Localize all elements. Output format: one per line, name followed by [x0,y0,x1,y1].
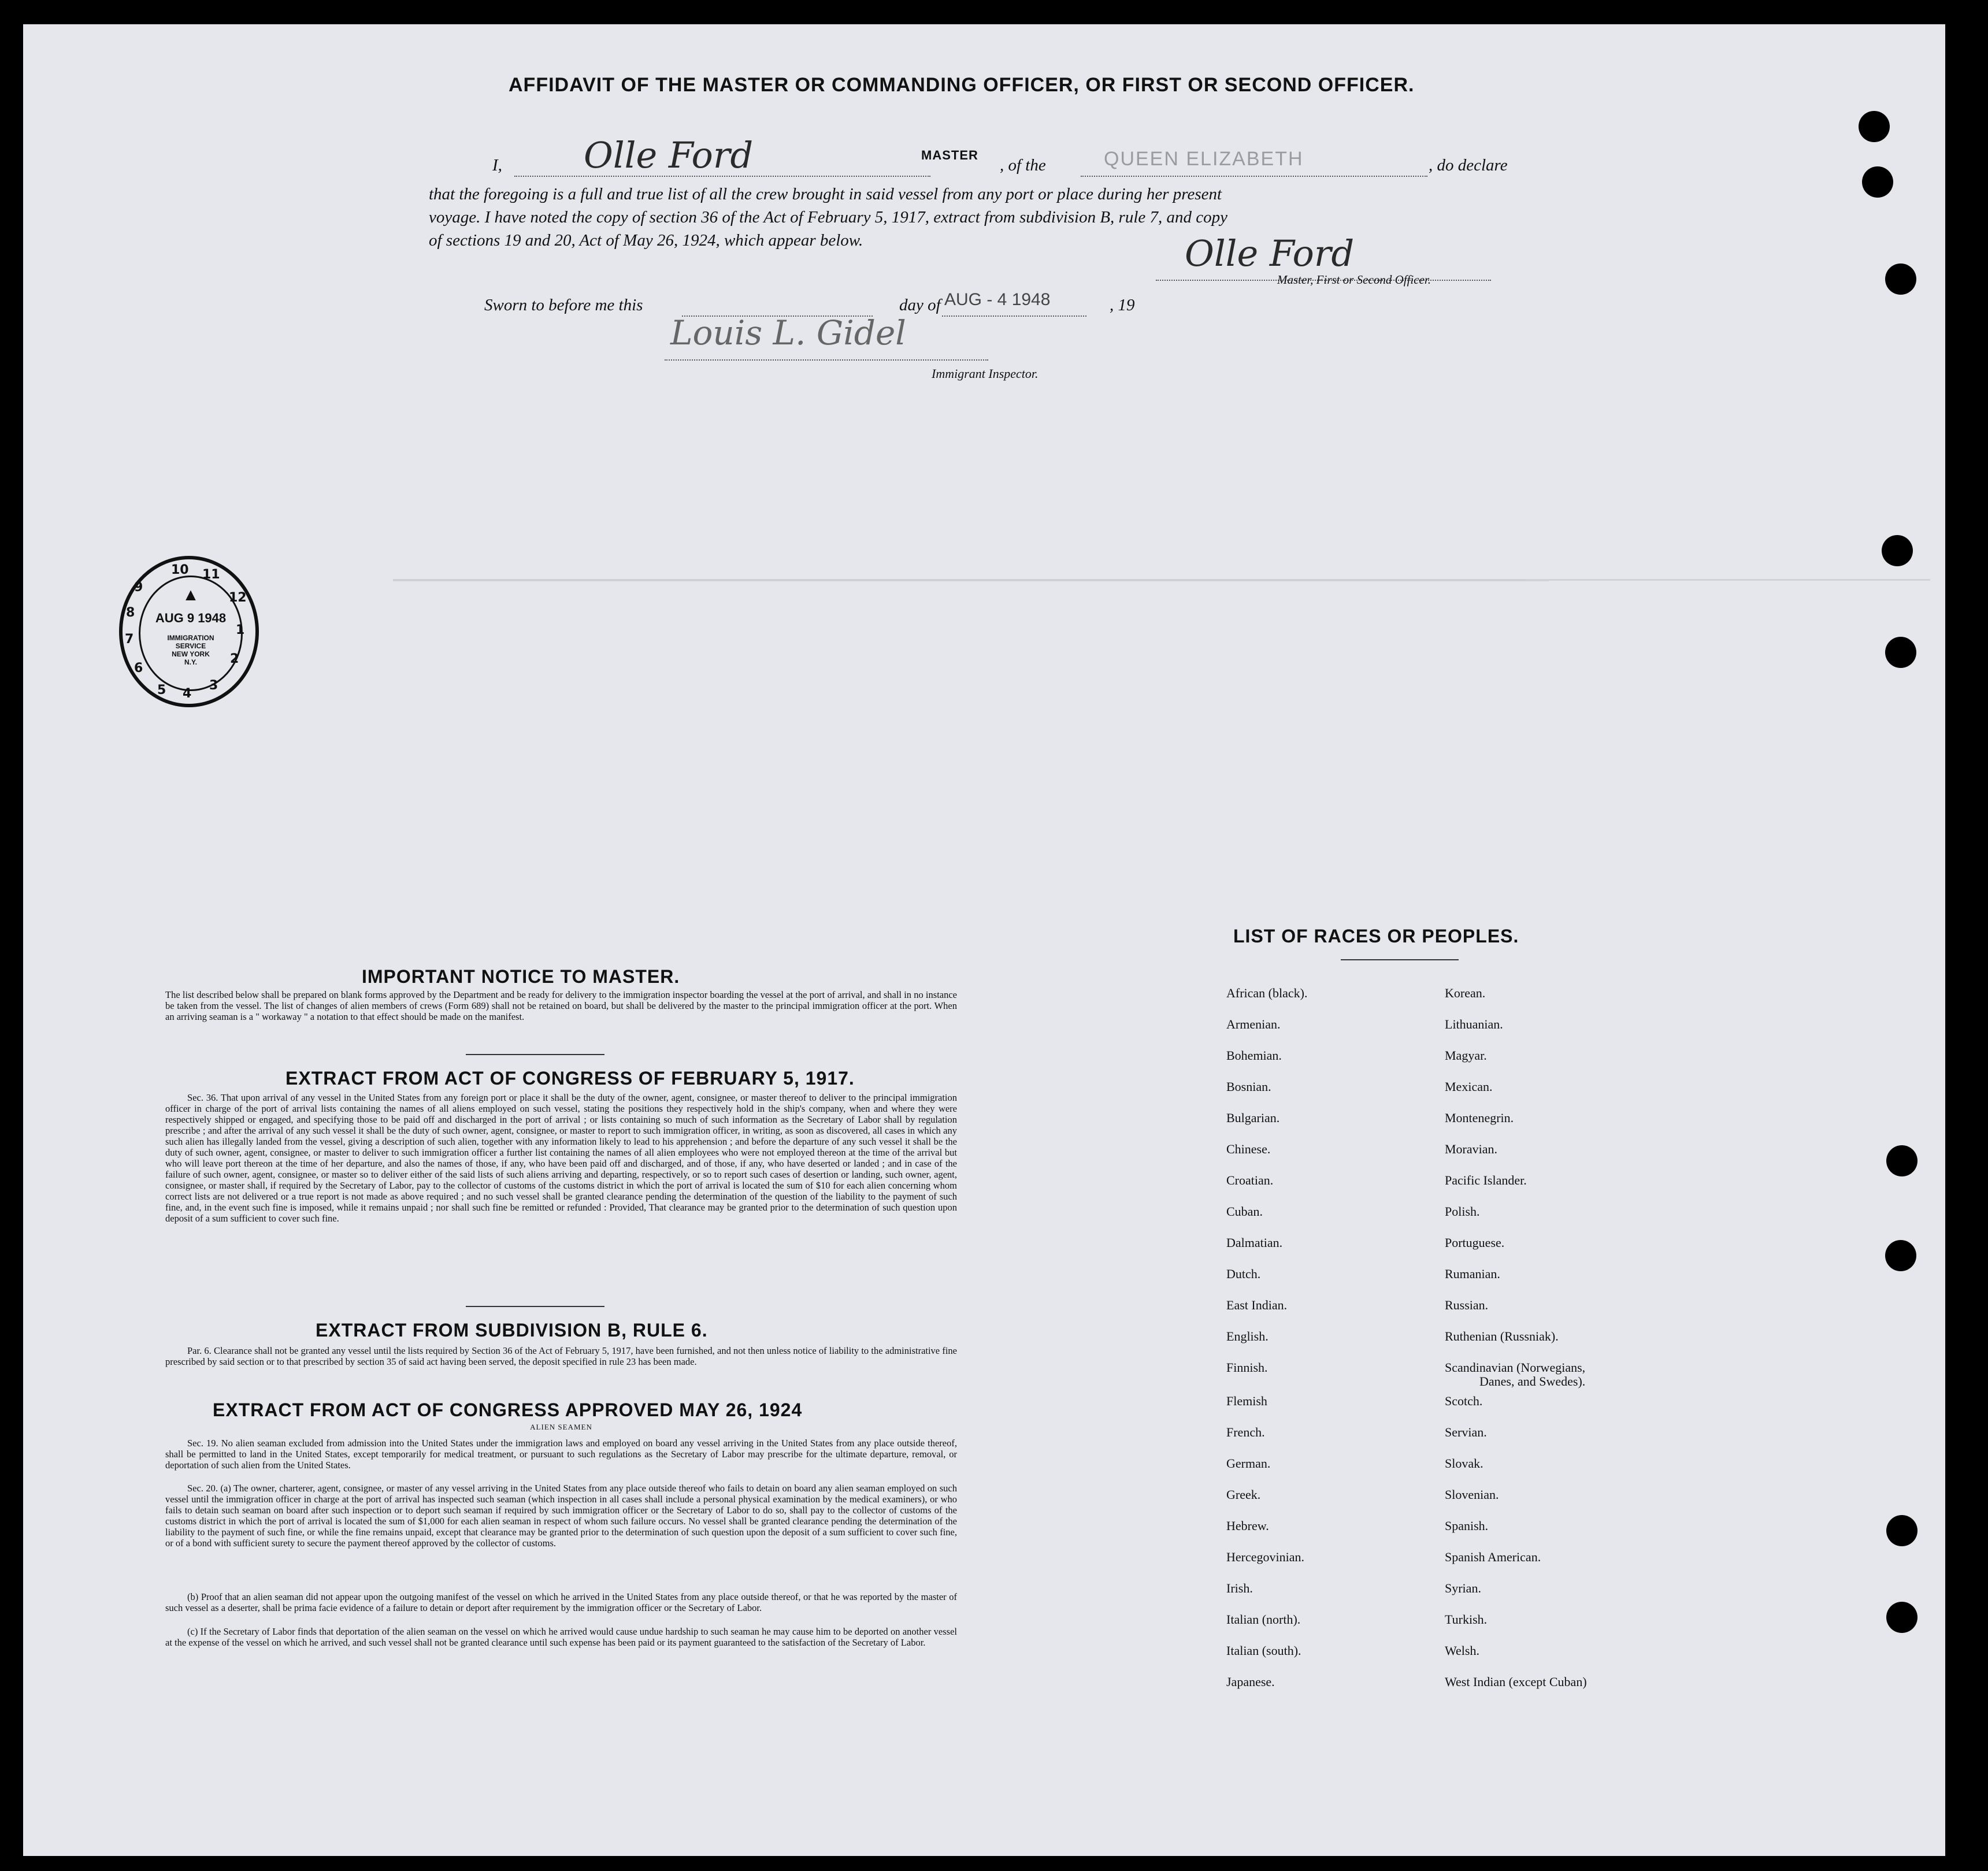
affidavit-line-3: voyage. I have noted the copy of section 36 of the Act of February 5, 1917, extract from subdivision B, rule 7, and copy [429,208,1228,227]
notice-title: IMPORTANT NOTICE TO MASTER. [362,966,680,987]
affidavit-line-4: of sections 19 and 20, Act of May 26, 1924, which appear below. [429,231,863,250]
punch-hole [1882,535,1913,566]
affidavit-line-2: that the foregoing is a full and true list of all the crew brought in said vessel from any port or place during her present [429,185,1222,203]
divider [466,1306,604,1307]
race-left: Finnish. [1226,1360,1268,1375]
race-left: Hebrew. [1226,1519,1269,1533]
eagle-icon: ▲ [182,585,199,604]
stamp-inner-ring [139,576,243,691]
stamp-tick: 6 [134,661,143,675]
inspector-signature: Louis L. Gidel [670,313,906,352]
stamp-tick: 5 [157,683,166,697]
divider [466,1054,604,1055]
race-left: Chinese. [1226,1142,1271,1156]
punch-hole [1885,263,1916,295]
race-right: Welsh. [1445,1643,1479,1658]
extract-1924-title: EXTRACT FROM ACT OF CONGRESS APPROVED MAY 26, 1924 [213,1399,803,1420]
stamp-tick: 12 [229,591,247,605]
of-the-label: , of the [1000,156,1046,175]
punch-hole [1862,166,1893,198]
stamp-tick: 3 [209,678,218,693]
race-left: Irish. [1226,1581,1253,1595]
sworn-label: Sworn to before me this [484,296,643,314]
race-left: Bosnian. [1226,1079,1271,1094]
race-right: Lithuanian. [1445,1017,1503,1031]
race-left: Bohemian. [1226,1048,1282,1063]
punch-hole [1859,111,1890,142]
stamp-tick: 9 [134,580,143,595]
race-left: East Indian. [1226,1298,1288,1312]
race-right: Scotch. [1445,1394,1483,1408]
race-left: Greek. [1226,1487,1261,1502]
race-left: Dalmatian. [1226,1235,1283,1250]
extract-1924-sec20a: Sec. 20. (a) The owner, charterer, agent, consignee, or master of any vessel arriving in the United States from any place outside thereof who fails to detain on board any alien seaman employed on such vessel until the immigration officer in charge at the port of arrival has inspected such seaman (which inspection in all cases shall include a personal physical examination by the medical examiners), or who fails to detain such seaman on board after such inspection or to deport such seaman if required by such immigration officer or the Secretary of Labor to do so, shall pay to the collector of customs of the customs district in which the port of arrival is located the sum of $1,000 for each alien seaman in respect of whom such failure occurs. No vessel shall be granted clearance pending the determination of the liability to the payment of such fine, or while the fine remains unpaid, except that clearance may be granted prior to the determination of such question upon the deposit of a sum sufficient to cover such fine, or of a bond with sufficient surety to secure the payment thereof approved by the collector of customs. [165,1483,957,1549]
vessel-line [1081,176,1427,177]
inspector-label: Immigrant Inspector. [932,366,1038,381]
punch-hole [1886,1515,1917,1546]
extract-rule6-title: EXTRACT FROM SUBDIVISION B, RULE 6. [316,1320,708,1341]
extract-rule6-text: Par. 6. Clearance shall not be granted any vessel until the lists required by Section 36 of the Act of February 5, 1917, have been furnished, and not then unless notice of liability to the administrative fine prescribed by said section or to that prescribed by section 35 of said act having been served, the deposit specified in rule 23 has been made. [165,1345,957,1367]
master-label: MASTER [921,148,978,162]
extract-1924-sec19: Sec. 19. No alien seaman excluded from admission into the United States under the immigration laws and employed on board any vessel arriving in the United States from any place outside thereof, shall be permitted to land in the United States, except temporarily for medical treatment, or pursuant to such regulations as the Secretary of Labor may prescribe for the ultimate departure, removal, or deportation of such alien from the United States. [165,1438,957,1471]
inspector-line [665,359,988,361]
race-left: Croatian. [1226,1173,1274,1187]
signature-line [514,176,930,177]
stamp-tick: 2 [230,652,239,666]
race-right: Spanish American. [1445,1550,1541,1564]
do-declare-label: , do declare [1429,156,1508,175]
officer-signature: Olle Ford [1185,232,1355,274]
extract-1917-text: Sec. 36. That upon arrival of any vessel in the United States from any foreign port or place it shall be the duty of the owner, agent, consignee, or master thereof to deliver to the principal immigration officer in charge of the port of arrival lists containing the names of all aliens employed on such vessel, stating the positions they respectively hold in the ship's company, when and where they were respectively shipped or engaged, and specifying those to be paid off and discharged in the port of arrival ; or lists containing so much of such information as the Secretary of Labor shall by regulation prescribe ; and after the arrival of any such vessel it shall be the duty of such owner, agent, consignee, or master to report to such immigration officer, in writing, as soon as discovered, all cases in which any such alien has illegally landed from the vessel, giving a description of such alien, together with any information likely to lead to his apprehension ; and before the departure of any such vessel it shall be the duty of such owner, agent, consignee, or master to deliver to such immigration officer a further list containing the names of all alien employees who were not employed thereon at the time of the arrival but who will leave port thereon at the time of her departure, and also the names of those, if any, who have been paid off and discharged, and of those, if any, who have deserted or landed ; and in case of the failure of such owner, agent, consignee, or master so to deliver either of the said lists of such aliens arriving and departing, respectively, or so to report such cases of desertion or landing, such owner, agent, consignee, or master shall, if required by the Secretary of Labor, pay to the collector of customs of the customs district in which the port of arrival is located the sum of $10 for each alien concerning whom correct lists are not delivered or a true report is not made as above required ; and no such vessel shall be granted clearance pending the determination of the question of the liability to the payment of such fine, and, in the event such fine is imposed, while it remains unpaid ; nor shall such fine be remitted or refunded : Provided, That clearance may be granted prior to the determination of such question upon deposit of a sum sufficient to cover such fine. [165,1092,957,1224]
master-signature: Olle Ford [584,134,754,176]
race-right: Portuguese. [1445,1235,1505,1250]
race-right: Turkish. [1445,1612,1488,1627]
race-right: Slovenian. [1445,1487,1499,1502]
stamp-line-1: IMMIGRATION [167,634,214,642]
race-left: African (black). [1226,986,1308,1000]
race-left: Italian (north). [1226,1612,1301,1627]
extract-1924-sec20c: (c) If the Secretary of Labor finds that deportation of the alien seaman on the vessel on which he arrived would cause undue hardship to such seaman he may cause him to be deported on another vessel at the expense of the vessel on which he arrived, and such vessel shall not be granted clearance until such expense has been paid or its payment guaranteed to the satisfaction of the Secretary of Labor. [165,1626,957,1648]
race-left: Dutch. [1226,1267,1261,1281]
sworn-date-line [942,315,1086,317]
day-of-label: day of [899,296,941,314]
race-right: Korean. [1445,986,1486,1000]
stamp-tick: 10 [171,563,189,577]
race-right: Polish. [1445,1204,1480,1219]
race-left: Flemish [1226,1394,1267,1408]
notice-text: The list described below shall be prepared on blank forms approved by the Department and be ready for delivery to the immigration inspector boarding the vessel at the port of arrival, and shall in no instance be taken from the vessel. The list of changes of alien members of crews (Form 689) shall not be retained on board, but shall be delivered by the master to the principal immigration officer at the port. When an arriving seaman is a " workaway " a notation to that effect should be made on the manifest. [165,989,957,1022]
divider [1341,959,1459,960]
race-right: Montenegrin. [1445,1111,1514,1125]
race-right: Slovak. [1445,1456,1483,1471]
race-left: Armenian. [1226,1017,1281,1031]
stamp-date: AUG 9 1948 [155,611,227,625]
race-left: German. [1226,1456,1271,1471]
bleed-through-line [1526,579,1930,581]
affidavit-title: AFFIDAVIT OF THE MASTER OR COMMANDING OFFICER, OR FIRST OR SECOND OFFICER. [509,74,1415,96]
immigration-stamp [119,556,259,707]
stamp-tick: 8 [126,606,135,620]
race-right: Mexican. [1445,1079,1493,1094]
race-right: Servian. [1445,1425,1487,1439]
race-right: Moravian. [1445,1142,1498,1156]
punch-hole [1886,1145,1917,1176]
race-left: Bulgarian. [1226,1111,1280,1125]
race-left: Italian (south). [1226,1643,1301,1658]
race-right-continuation: Danes, and Swedes). [1479,1374,1586,1389]
race-right: Scandinavian (Norwegians, [1445,1360,1586,1375]
stamp-line-3: NEW YORK [172,650,210,658]
sworn-date-stamp: AUG - 4 1948 [944,290,1051,309]
vessel-name: QUEEN ELIZABETH [1104,148,1304,170]
punch-hole [1885,637,1916,668]
extract-1924-subtitle: ALIEN SEAMEN [530,1423,592,1431]
stamp-tick: 11 [202,567,220,582]
race-right: Russian. [1445,1298,1489,1312]
stamp-line-2: SERVICE [175,642,206,650]
race-left: French. [1226,1425,1265,1439]
extract-1924-sec20b: (b) Proof that an alien seaman did not appear upon the outgoing manifest of the vessel on which he arrived in the United States from any place outside thereof, or that he was reported by the master of such vessel as a deserter, shall be prima facie evidence of a failure to detain or deport after requirement by the immigration officer or the Secretary of Labor. [165,1591,957,1613]
stamp-line-4: N.Y. [184,658,197,666]
i-label: I, [492,156,502,175]
bleed-through-line [393,579,1549,581]
extract-1917-title: EXTRACT FROM ACT OF CONGRESS OF FEBRUARY 5, 1917. [285,1068,855,1089]
race-right: Spanish. [1445,1519,1489,1533]
race-right: Ruthenian (Russniak). [1445,1329,1559,1343]
document-page [23,24,1945,1856]
race-right: Syrian. [1445,1581,1481,1595]
races-title: LIST OF RACES OR PEOPLES. [1233,926,1519,946]
year-suffix: , 19 [1110,296,1135,314]
race-right: Pacific Islander. [1445,1173,1527,1187]
stamp-tick: 7 [125,632,134,647]
stamp-tick: 4 [183,686,192,701]
race-left: Cuban. [1226,1204,1263,1219]
race-right: Magyar. [1445,1048,1487,1063]
race-left: Hercegovinian. [1226,1550,1304,1564]
race-right: Rumanian. [1445,1267,1500,1281]
race-right: West Indian (except Cuban) [1445,1675,1587,1689]
race-left: Japanese. [1226,1675,1275,1689]
punch-hole [1886,1602,1917,1633]
stamp-tick: 1 [236,623,245,637]
punch-hole [1885,1240,1916,1271]
race-left: English. [1226,1329,1269,1343]
officer-label: Master, First or Second Officer. [1277,273,1431,287]
